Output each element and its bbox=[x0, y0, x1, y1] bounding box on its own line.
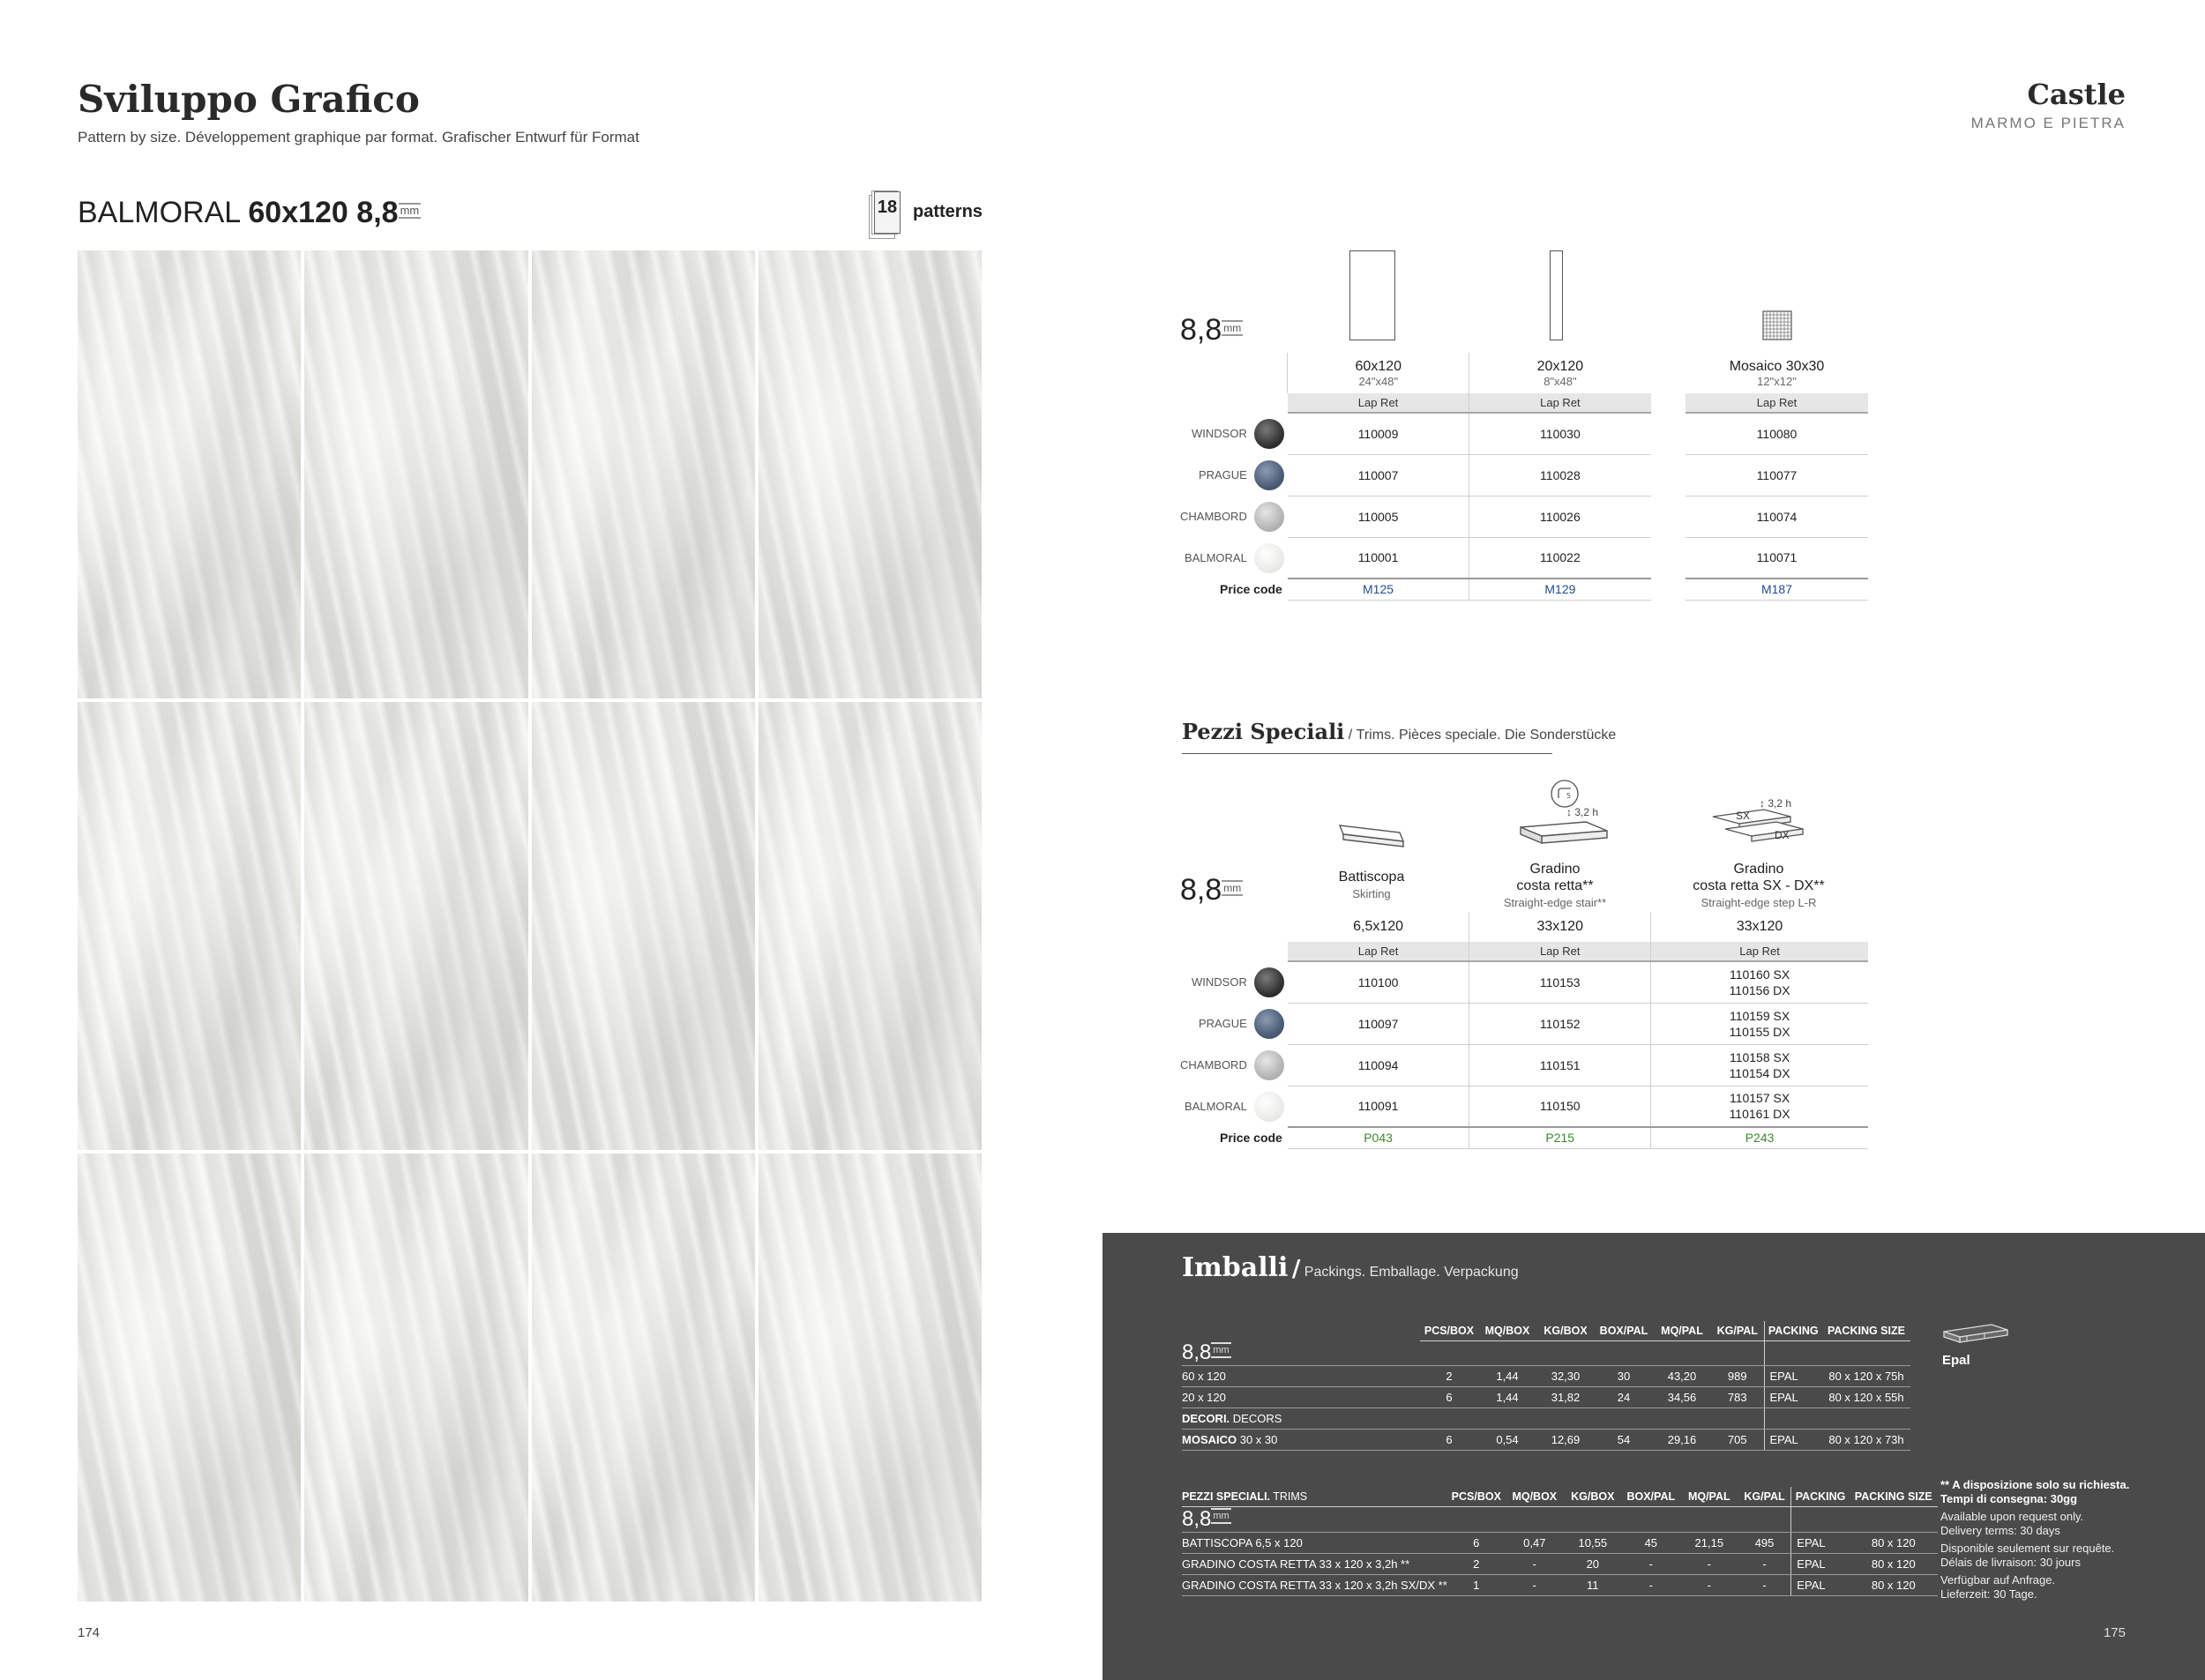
skirting-icon bbox=[1336, 820, 1407, 850]
availability-note: ** A disposizione solo su richiesta. Tempi di consegna: 30gg Available upon request only. Delivery terms: 30 days Disponible seulement sur requête. Délais de livraison: 30 jours Verfügbar auf Anfrage. Lieferzeit: 30 Tage. bbox=[1940, 1478, 2130, 1601]
finish-label: Lap Ret bbox=[1651, 942, 1868, 961]
pattern-tile bbox=[532, 250, 755, 698]
table-row bbox=[1180, 961, 1868, 1003]
table-row bbox=[1180, 1003, 1868, 1044]
pattern-tile bbox=[78, 702, 301, 1150]
product-code-pair: 110158 SX 110154 DX bbox=[1651, 1044, 1868, 1086]
pattern-tile bbox=[532, 702, 755, 1150]
dim-value: 3,2 h bbox=[1768, 797, 1792, 810]
sx-label: SX bbox=[1736, 810, 1751, 822]
price-label: Price code bbox=[1220, 582, 1282, 596]
table-row: MOSAICO 30 x 30 6 0,54 12,69 54 29,16 705 EPAL 80 x 120 x 73h bbox=[1182, 1430, 1910, 1451]
product-code-pair: 110157 SX 110161 DX bbox=[1651, 1086, 1868, 1127]
pattern-tile bbox=[304, 702, 527, 1150]
balmoral-swatch bbox=[1254, 543, 1284, 573]
trim-size: 6,5x120 bbox=[1353, 919, 1404, 934]
windsor-swatch bbox=[1254, 967, 1284, 997]
pattern-grid bbox=[78, 250, 982, 1602]
mosaic-grid-icon bbox=[1762, 310, 1792, 340]
prague-swatch bbox=[1254, 1009, 1284, 1039]
format-header: 60x120 24"x48" bbox=[1288, 353, 1469, 393]
price-label: Price code bbox=[1220, 1131, 1282, 1145]
color-name: BALMORAL bbox=[1185, 551, 1247, 564]
product-code-pair: 110159 SX 110155 DX bbox=[1651, 1003, 1868, 1044]
product-code: 110009 bbox=[1288, 413, 1469, 454]
patterns-label: patterns bbox=[913, 201, 983, 221]
column-header: MQ/BOX bbox=[1478, 1321, 1536, 1340]
packing-heading: Imballi bbox=[1182, 1252, 1289, 1283]
balmoral-swatch bbox=[1254, 1092, 1284, 1122]
price-code: P243 bbox=[1651, 1127, 1868, 1148]
packing-table bbox=[1182, 1321, 1910, 1451]
pattern-tile bbox=[759, 250, 982, 698]
product-code: 110091 bbox=[1288, 1086, 1469, 1127]
product-code: 110030 bbox=[1469, 413, 1651, 454]
format-20x120-icon bbox=[1550, 250, 1563, 340]
series-size: 60x120 bbox=[248, 196, 348, 229]
patterns-count: 18 bbox=[874, 191, 901, 234]
stair-radius-icon bbox=[1550, 779, 1580, 809]
table-row: GRADINO COSTA RETTA 33 x 120 x 3,2h SX/DX ** 1 - 11 - - - EPAL 80 x 120 bbox=[1182, 1574, 1938, 1595]
trims-subtitle: Trims. Pièces speciale. Die Sonderstücke bbox=[1356, 728, 1617, 743]
step-lr-height-dim: ↕ 3,2 h bbox=[1760, 797, 1792, 810]
trim-label-skirting: Battiscopa Skirting bbox=[1338, 870, 1405, 900]
packing-thickness: 8,8 mm bbox=[1182, 1340, 1420, 1366]
color-name: BALMORAL bbox=[1185, 1100, 1247, 1113]
mm-badge: mm bbox=[1223, 322, 1242, 335]
product-code: 110151 bbox=[1469, 1044, 1651, 1086]
thickness-value: 8,8 bbox=[1180, 313, 1222, 347]
patterns-indicator bbox=[869, 185, 983, 238]
product-code: 110028 bbox=[1469, 454, 1651, 496]
brand-name: Castle bbox=[2027, 78, 2126, 111]
column-header: BOX/PAL bbox=[1595, 1321, 1653, 1340]
column-header: KG/PAL bbox=[1711, 1321, 1764, 1340]
column-header: PACKING bbox=[1791, 1487, 1850, 1506]
mm-badge: mm bbox=[1211, 1342, 1230, 1358]
finish-label: Lap Ret bbox=[1469, 942, 1651, 961]
prague-swatch bbox=[1254, 460, 1284, 490]
product-code: 110150 bbox=[1469, 1086, 1651, 1127]
product-code-pair: 110160 SX 110156 DX bbox=[1651, 961, 1868, 1003]
product-code: 110094 bbox=[1288, 1044, 1469, 1086]
stair-height-dim: ↕ 3,2 h bbox=[1566, 806, 1599, 818]
format-header: Mosaico 30x30 12"x12" bbox=[1729, 358, 1825, 388]
product-code: 110097 bbox=[1288, 1003, 1469, 1044]
table-row: GRADINO COSTA RETTA 33 x 120 x 3,2h ** 2 - 20 - - - EPAL 80 x 120 bbox=[1182, 1553, 1938, 1574]
page-number-left: 174 bbox=[78, 1625, 101, 1640]
price-row bbox=[1180, 1127, 1868, 1148]
color-name: PRAGUE bbox=[1198, 468, 1247, 482]
series-title bbox=[78, 196, 421, 230]
pattern-tile bbox=[759, 702, 982, 1150]
series-thickness: 8,8 bbox=[356, 196, 399, 229]
packing-trims-table: PEZZI SPECIALI. TRIMS PCS/BOX MQ/BOX KG/BOX BOX/PAL MQ/PAL KG/PAL PACKING PACKING SIZE 8,8 mm BATTISCOPA 6,5 x 120 6 0,47 10,55 45 21,15 495 EPAL 80 x 120 GRADINO COSTA RETTA 33 x 120 x 3,2h ** 2 - 20 - - - EPAL 80 x 120 GRADINO COSTA RETTA 33 x 120 x 3,2h SX/DX ** 1 - 11 - - - EPAL 80 x 120 bbox=[1182, 1487, 1938, 1596]
product-code: 110077 bbox=[1686, 454, 1868, 496]
color-name: WINDSOR bbox=[1192, 427, 1247, 440]
column-header: BOX/PAL bbox=[1622, 1487, 1680, 1506]
product-code: 110007 bbox=[1288, 454, 1469, 496]
price-code: M129 bbox=[1469, 579, 1651, 600]
packing-panel bbox=[1102, 1233, 2205, 1680]
trim-label-stair: Gradino costa retta** Straight-edge stair** bbox=[1503, 862, 1607, 909]
pallet-icon bbox=[1940, 1321, 2011, 1348]
color-name: PRAGUE bbox=[1198, 1017, 1247, 1030]
product-code: 110080 bbox=[1686, 413, 1868, 454]
column-header: MQ/PAL bbox=[1680, 1487, 1738, 1506]
table-row bbox=[1180, 454, 1868, 496]
table-row: 60 x 120 2 1,44 32,30 30 43,20 989 EPAL 80 x 120 x 75h bbox=[1182, 1366, 1910, 1387]
column-header: KG/BOX bbox=[1564, 1487, 1622, 1506]
column-header: PCS/BOX bbox=[1420, 1321, 1478, 1340]
finish-label: Lap Ret bbox=[1288, 393, 1469, 413]
product-code: 110153 bbox=[1469, 961, 1651, 1003]
brand-line: MARMO E PIETRA bbox=[1970, 115, 2126, 131]
decor-row: DECORI. DECORS bbox=[1182, 1408, 1910, 1430]
color-name: WINDSOR bbox=[1192, 975, 1247, 989]
table-row bbox=[1180, 496, 1868, 537]
product-code: 110071 bbox=[1686, 537, 1868, 579]
svg-text:5: 5 bbox=[1566, 792, 1572, 800]
table-row: 20 x 120 6 1,44 31,82 24 34,56 783 EPAL 80 x 120 x 55h bbox=[1182, 1387, 1910, 1408]
formats-thickness bbox=[1180, 313, 1243, 347]
windsor-swatch bbox=[1254, 419, 1284, 449]
epal-label: Epal bbox=[1942, 1353, 1970, 1368]
trim-size: 33x120 bbox=[1469, 912, 1651, 942]
product-code: 110022 bbox=[1469, 537, 1651, 579]
chambord-swatch bbox=[1254, 1050, 1284, 1080]
product-code: 110152 bbox=[1469, 1003, 1651, 1044]
column-header: PACKING SIZE bbox=[1822, 1321, 1910, 1340]
brand-block bbox=[1971, 78, 2126, 132]
product-code: 110001 bbox=[1288, 537, 1469, 579]
column-header: PCS/BOX bbox=[1447, 1487, 1506, 1506]
product-code: 110005 bbox=[1288, 496, 1469, 537]
product-code: 110100 bbox=[1288, 961, 1469, 1003]
stair-step-icon bbox=[1515, 818, 1612, 854]
column-header: KG/BOX bbox=[1536, 1321, 1595, 1340]
trims-table bbox=[1180, 912, 1868, 1149]
trim-size: 33x120 bbox=[1651, 912, 1868, 942]
price-code: P215 bbox=[1469, 1127, 1651, 1148]
trims-heading: Pezzi Speciali bbox=[1182, 719, 1345, 744]
packing-subtitle: Packings. Emballage. Verpackung bbox=[1304, 1265, 1519, 1280]
formats-table bbox=[1180, 353, 1868, 601]
price-code: M125 bbox=[1288, 579, 1469, 600]
pattern-tile bbox=[78, 250, 301, 698]
column-header: PACKING SIZE bbox=[1850, 1487, 1938, 1506]
mm-badge: mm bbox=[400, 204, 420, 218]
pattern-tile bbox=[759, 1154, 982, 1602]
product-code: 110026 bbox=[1469, 496, 1651, 537]
packing-title bbox=[1182, 1252, 1519, 1283]
trim-label-step-lr: Gradino costa retta SX - DX** Straight-edge step L-R bbox=[1693, 862, 1825, 909]
finish-label: Lap Ret bbox=[1686, 393, 1868, 413]
table-row bbox=[1180, 1044, 1868, 1086]
color-name: CHAMBORD bbox=[1180, 510, 1247, 523]
trims-thickness bbox=[1180, 873, 1243, 907]
title-separator: / bbox=[1291, 1256, 1301, 1282]
table-row bbox=[1180, 413, 1868, 454]
pattern-tile bbox=[78, 1154, 301, 1602]
finish-label: Lap Ret bbox=[1469, 393, 1651, 413]
mm-badge: mm bbox=[1223, 882, 1242, 895]
finish-label: Lap Ret bbox=[1288, 942, 1469, 961]
page-number-right: 175 bbox=[2103, 1625, 2126, 1640]
format-header: 20x120 8"x48" bbox=[1469, 353, 1651, 393]
price-row bbox=[1180, 579, 1868, 600]
series-name: BALMORAL bbox=[78, 196, 240, 229]
price-code: M187 bbox=[1686, 579, 1868, 600]
table-row bbox=[1180, 537, 1868, 579]
step-lr-icon bbox=[1709, 806, 1806, 847]
column-header: MQ/BOX bbox=[1506, 1487, 1564, 1506]
table-row bbox=[1180, 1086, 1868, 1127]
column-header: KG/PAL bbox=[1738, 1487, 1791, 1506]
patterns-stack-icon bbox=[869, 186, 902, 237]
packing-thickness: 8,8 mm bbox=[1182, 1506, 1447, 1532]
trims-title bbox=[1182, 719, 1617, 754]
chambord-swatch bbox=[1254, 502, 1284, 532]
pattern-tile bbox=[304, 250, 527, 698]
pattern-tile bbox=[532, 1154, 755, 1602]
page-subtitle: Pattern by size. Développement graphique par format. Grafischer Entwurf für Format bbox=[78, 129, 639, 146]
thickness-value: 8,8 bbox=[1180, 873, 1222, 907]
dim-value: 3,2 h bbox=[1574, 806, 1599, 818]
title-separator: / bbox=[1348, 728, 1353, 743]
pattern-tile bbox=[304, 1154, 527, 1602]
dx-label: DX bbox=[1775, 829, 1790, 841]
page-title: Sviluppo Grafico bbox=[78, 78, 420, 121]
format-60x120-icon bbox=[1349, 250, 1395, 340]
price-code: P043 bbox=[1288, 1127, 1469, 1148]
column-header: MQ/PAL bbox=[1653, 1321, 1711, 1340]
product-code: 110074 bbox=[1686, 496, 1868, 537]
table-row: BATTISCOPA 6,5 x 120 6 0,47 10,55 45 21,15 495 EPAL 80 x 120 bbox=[1182, 1532, 1938, 1553]
color-name: CHAMBORD bbox=[1180, 1058, 1247, 1071]
mm-badge: mm bbox=[1211, 1508, 1230, 1524]
column-header: PACKING bbox=[1764, 1321, 1822, 1340]
